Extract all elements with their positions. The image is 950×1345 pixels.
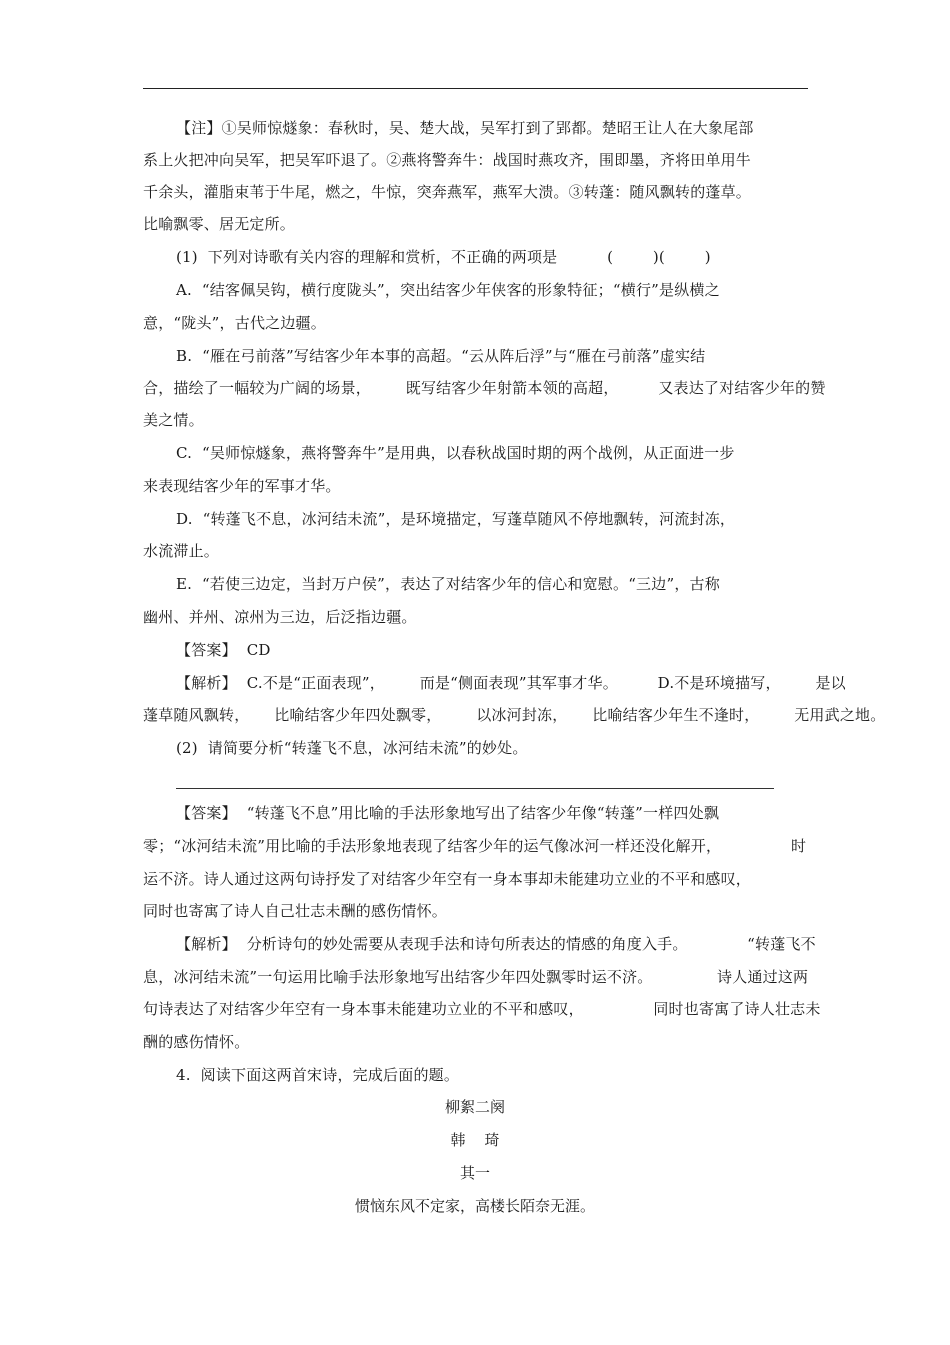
analysis-cont: 息，冰河结未流”一句运用比喻手法形象地写出结客少年四处飘零时运不济。 诗人通过这两	[143, 968, 809, 986]
question-1-stem: (1) 下列对诗歌有关内容的理解和赏析，不正确的两项是 ( )( )	[176, 248, 711, 266]
option-e-cont: 幽州、并州、凉州为三边，后泛指边疆。	[143, 608, 417, 626]
note-line: 千余头，灌脂束苇于牛尾，燃之，牛惊，突奔燕军，燕军大溃。③转蓬：随风飘转的蓬草。	[143, 183, 752, 201]
option-d-cont: 水流滞止。	[143, 542, 220, 560]
poem-section: 其一	[459, 1164, 490, 1182]
note-line: 【注】①吴师惊燧象：春秋时，吴、楚大战，吴军打到了郢都。楚昭王让人在大象尾部	[176, 119, 754, 137]
note-line: 比喻飘零、居无定所。	[143, 215, 296, 233]
option-e: E. “若使三边定，当封万户侯”，表达了对结客少年的信心和宽慰。“三边”，古称	[176, 575, 720, 593]
analysis: 【解析】 C.不是“正面表现”， 而是“侧面表现”其军事才华。 D.不是环境描写， 是以	[176, 674, 846, 692]
answer-text-cont: 同时也寄寓了诗人自己壮志未酬的感伤情怀。	[143, 902, 448, 920]
analysis-cont: 蓬草随风飘转， 比喻结客少年四处飘零， 以冰河封冻， 比喻结客少年生不逢时， 无用武之地。	[143, 706, 886, 724]
question-2-stem: (2) 请简要分析“转蓬飞不息，冰河结未流”的妙处。	[176, 739, 528, 757]
poem-author: 韩 琦	[450, 1131, 500, 1149]
note-line: 系上火把冲向吴军，把吴军吓退了。②燕将警奔牛：战国时燕攻齐，围即墨，齐将田单用牛	[143, 151, 752, 169]
analysis-cont: 句诗表达了对结客少年空有一身本事未能建功立业的不平和感叹， 同时也寄寓了诗人壮志未	[143, 1000, 821, 1018]
answer-text-cont: 零；“冰河结未流”用比喻的手法形象地表现了结客少年的运气像冰河一样还没化解开，	[143, 837, 722, 855]
option-c-cont: 来表现结客少年的军事才华。	[143, 477, 341, 495]
question-4-stem: 4. 阅读下面这两首宋诗，完成后面的题。	[176, 1066, 460, 1084]
answer-label: 【答案】 CD	[176, 641, 271, 659]
option-d: D. “转蓬飞不息，冰河结未流”，是环境描定，写蓬草随风不停地飘转，河流封冻，	[176, 510, 736, 528]
analysis-cont: 酬的感伤情怀。	[143, 1033, 250, 1051]
answer-text-cont: 时	[791, 837, 807, 855]
option-b: B. “雁在弓前落”写结客少年本事的高超。“云从阵后浮”与“雁在弓前落”虚实结	[176, 347, 706, 365]
option-b-cont: 合，描绘了一幅较为广阔的场景， 既写结客少年射箭本领的高超， 又表达了对结客少年的赞	[143, 379, 826, 397]
poem-verse: 惯恼东风不定家，高楼长陌奈无涯。	[354, 1197, 595, 1215]
poem-title: 柳絮二阕	[444, 1098, 505, 1116]
option-b-cont: 美之情。	[143, 411, 204, 429]
header-rule	[143, 88, 808, 89]
answer-blank-line	[176, 788, 774, 789]
answer-text: 【答案】 “转蓬飞不息”用比喻的手法形象地写出了结客少年像“转蓬”一样四处飘	[176, 804, 720, 822]
option-c: C. “吴师惊燧象，燕将警奔牛”是用典，以春秋战国时期的两个战例，从正面进一步	[176, 444, 735, 462]
answer-text-cont: 运不济。诗人通过这两句诗抒发了对结客少年空有一身本事却未能建功立业的不平和感叹，	[143, 870, 752, 888]
analysis: 【解析】 分析诗句的妙处需要从表现手法和诗句所表达的情感的角度入手。 “转蓬飞不	[176, 935, 816, 953]
option-a: A. “结客佩吴钩，横行度陇头”，突出结客少年侠客的形象特征；“横行”是纵横之	[176, 281, 720, 299]
option-a-cont: 意，“陇头”，古代之边疆。	[143, 314, 326, 332]
